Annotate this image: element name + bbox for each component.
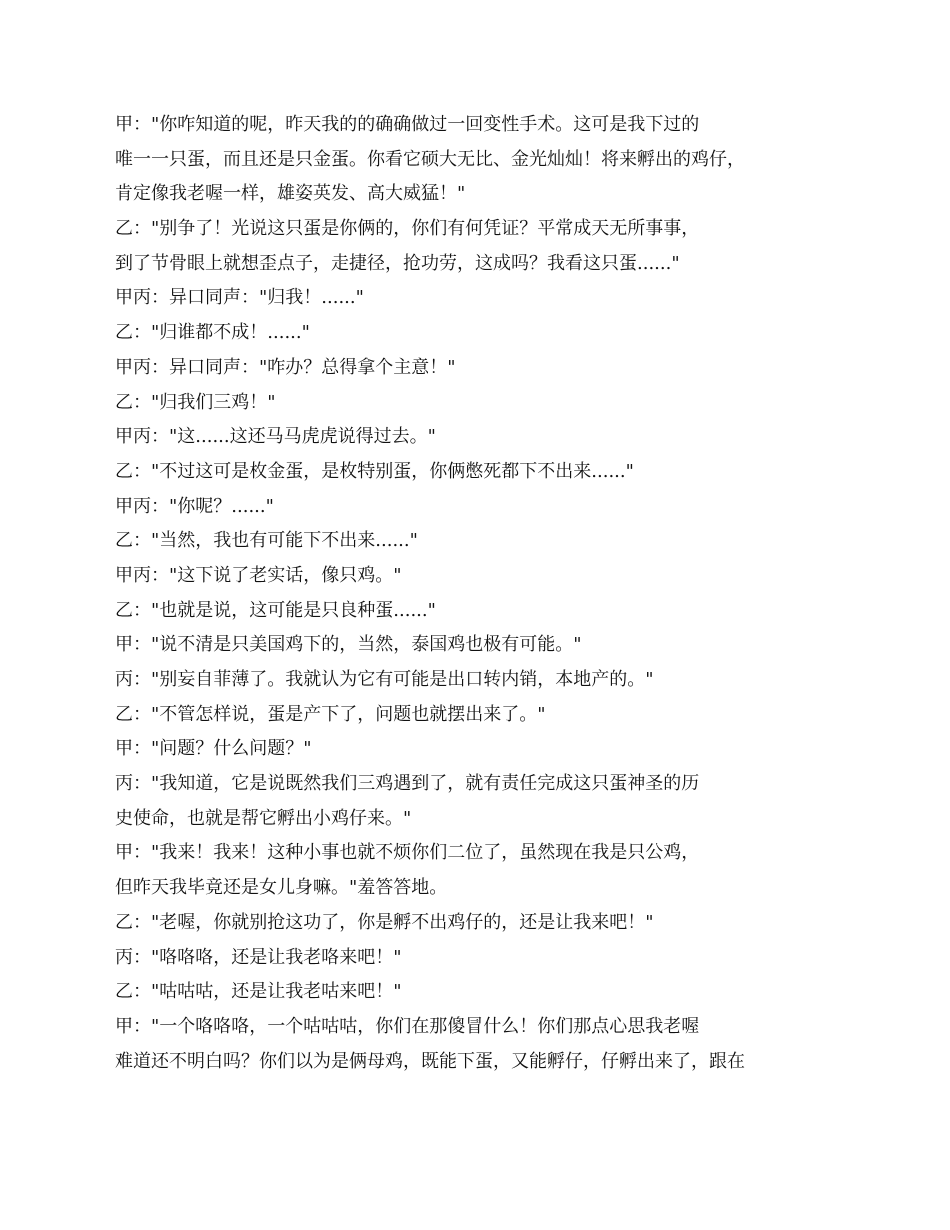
text-line: 乙："别争了！光说这只蛋是你俩的，你们有何凭证？平常成天无所事事，	[115, 218, 700, 240]
text-line: 丙："我知道，它是说既然我们三鸡遇到了，就有责任完成这只蛋神圣的历	[115, 773, 700, 795]
text-line: 甲："一个咯咯咯，一个咕咕咕，你们在那傻冒什么！你们那点心思我老喔	[115, 1015, 700, 1037]
text-line: 唯一一只蛋，而且还是只金蛋。你看它硕大无比、金光灿灿！将来孵出的鸡仔，	[115, 148, 745, 170]
text-line: 史使命，也就是帮它孵出小鸡仔来。"	[115, 807, 412, 829]
text-line: 乙："归我们三鸡！"	[115, 391, 276, 413]
text-line: 肯定像我老喔一样，雄姿英发、高大威猛！"	[115, 183, 466, 205]
text-line: 甲丙："你呢？......"	[115, 495, 274, 517]
text-line: 乙："不管怎样说，蛋是产下了，问题也就摆出来了。"	[115, 703, 546, 725]
text-line: 但昨天我毕竟还是女儿身嘛。"羞答答地。	[115, 877, 448, 899]
text-line: 甲丙：异口同声："咋办？总得拿个主意！"	[115, 356, 456, 378]
text-line: 甲："说不清是只美国鸡下的，当然，泰国鸡也极有可能。"	[115, 634, 582, 656]
text-line: 到了节骨眼上就想歪点子，走捷径，抢功劳，这成吗？我看这只蛋......"	[115, 252, 680, 274]
text-line: 乙："不过这可是枚金蛋，是枚特别蛋，你俩憋死都下不出来......"	[115, 460, 634, 482]
text-line: 乙："归谁都不成！......"	[115, 322, 310, 344]
text-line: 甲丙：异口同声："归我！......"	[115, 287, 364, 309]
text-line: 乙："咕咕咕，还是让我老咕来吧！"	[115, 981, 402, 1003]
text-line: 乙："当然，我也有可能下不出来......"	[115, 530, 418, 552]
text-line: 甲："你咋知道的呢，昨天我的的确确做过一回变性手术。这可是我下过的	[115, 114, 700, 135]
text-line: 难道还不明白吗？你们以为是俩母鸡，既能下蛋，又能孵仔，仔孵出来了，跟在	[115, 1050, 745, 1072]
text-line: 乙："也就是说，这可能是只良种蛋......"	[115, 599, 436, 621]
text-line: 甲："我来！我来！这种小事也就不烦你们二位了，虽然现在我是只公鸡，	[115, 842, 700, 864]
text-body	[115, 108, 835, 1079]
text-line: 甲丙："这下说了老实话，像只鸡。"	[115, 564, 402, 586]
text-line: 甲丙："这......这还马马虎虎说得过去。"	[115, 426, 436, 448]
text-line: 乙："老喔，你就别抢这功了，你是孵不出鸡仔的，还是让我来吧！"	[115, 911, 654, 933]
text-line: 丙："别妄自菲薄了。我就认为它有可能是出口转内销，本地产的。"	[115, 669, 654, 690]
text-line: 甲："问题？什么问题？"	[115, 738, 312, 760]
text-line: 丙："咯咯咯，还是让我老咯来吧！"	[115, 946, 402, 968]
